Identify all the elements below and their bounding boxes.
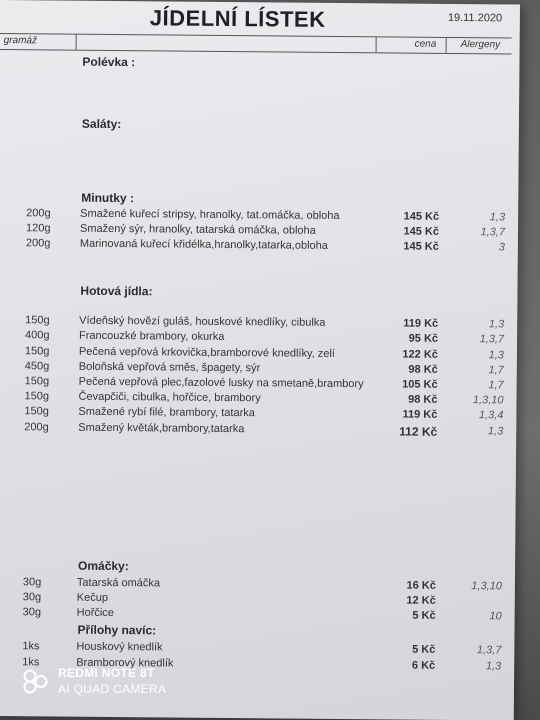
- item-price: 6 Kč: [411, 659, 436, 672]
- menu-date: 19.11.2020: [447, 11, 503, 25]
- column-divider: [76, 35, 77, 50]
- item-weight: 30g: [22, 591, 42, 604]
- item-name: Tatarská omáčka: [76, 576, 161, 590]
- item-allergens: 1,3: [488, 318, 505, 331]
- item-price: 119 Kč: [403, 317, 439, 330]
- item-name: Houskový knedlík: [76, 640, 163, 654]
- item-weight: 200g: [26, 207, 51, 220]
- item-price: 16 Kč: [406, 579, 436, 592]
- item-price: 145 Kč: [403, 225, 440, 238]
- item-weight: 120g: [25, 222, 51, 235]
- column-divider: [446, 38, 447, 53]
- item-allergens: 1,7: [488, 379, 504, 392]
- section-sauces: Omáčky:: [78, 558, 129, 574]
- item-weight: 400g: [25, 329, 50, 342]
- item-price: 12 Kč: [406, 594, 436, 607]
- item-weight: 1ks: [22, 656, 40, 669]
- item-price: 105 Kč: [402, 378, 438, 391]
- item-allergens: 1,3: [487, 425, 504, 438]
- item-name: Smažený květák,brambory,tatarka: [78, 421, 245, 436]
- item-weight: 150g: [24, 375, 50, 388]
- section-soups: Polévka :: [82, 54, 136, 70]
- item-allergens: 1,3,7: [480, 226, 506, 239]
- item-allergens: 1,3,4: [478, 409, 504, 422]
- item-price: 5 Kč: [412, 609, 436, 622]
- column-weight-label: gramáž: [3, 35, 38, 47]
- item-weight: 150g: [24, 390, 50, 403]
- section-sides: Přílohy navíc:: [77, 622, 157, 638]
- item-name: Bramborový knedlík: [76, 656, 174, 670]
- item-name: Smažené kuřecí stripsy, hranolky, tat.omáčka, obloha: [80, 207, 340, 222]
- item-price: 119 Kč: [402, 408, 438, 421]
- section-hot-meals: Hotová jídla:: [80, 283, 153, 299]
- item-price: 145 Kč: [403, 210, 440, 223]
- item-name: Pečená vepřová krkovička,bramborové knedlíky, zelí: [78, 345, 335, 360]
- watermark-model: REDMI NOTE 8T: [58, 666, 155, 680]
- item-allergens: 1,3,10: [472, 394, 504, 407]
- section-minutky: Minutky :: [81, 190, 135, 206]
- item-name: Boloňská vepřová směs, špagety, sýr: [78, 360, 261, 375]
- item-weight: 30g: [22, 606, 42, 619]
- item-name: Francouzké brambory, okurka: [79, 329, 225, 343]
- item-weight: 200g: [24, 421, 49, 434]
- item-weight: 150g: [24, 345, 50, 358]
- item-weight: 30g: [22, 576, 42, 589]
- column-price-label: cena: [414, 38, 437, 50]
- column-divider: [376, 37, 377, 52]
- column-header-bar: [0, 33, 512, 54]
- item-weight: 1ks: [22, 640, 40, 653]
- item-weight: 150g: [24, 405, 49, 418]
- item-price: 112 Kč: [399, 424, 438, 439]
- item-allergens: 3: [498, 241, 505, 254]
- menu-item: [0, 421, 511, 439]
- page-title: JÍDELNÍ LÍSTEK: [149, 5, 326, 32]
- menu-item: [0, 640, 509, 658]
- item-name: Vídeňský hovězí guláš, houskové knedlíky, cibulka: [79, 314, 326, 329]
- item-name: Pečená vepřová plec,fazolové lusky na smetaně,brambory: [78, 375, 364, 391]
- item-price: 98 Kč: [408, 363, 438, 376]
- item-price: 95 Kč: [408, 332, 439, 345]
- column-allergens-label: Alergeny: [460, 39, 501, 51]
- item-name: Hořčice: [76, 606, 115, 620]
- item-weight: 450g: [24, 360, 50, 373]
- item-allergens: 1,3: [488, 349, 504, 362]
- item-name: Kečup: [76, 591, 109, 604]
- item-allergens: 1,3,7: [479, 333, 505, 346]
- item-name: Smažený sýr, hranolky, tatarská omáčka, obloha: [79, 222, 316, 237]
- item-allergens: 1,3,10: [471, 580, 502, 593]
- item-allergens: 1,3: [489, 211, 506, 224]
- item-weight: 200g: [25, 237, 51, 250]
- dual-circle-camera-icon: [22, 668, 48, 694]
- item-allergens: 1,3,7: [476, 644, 502, 657]
- item-name: Smažené rybí filé, brambory, tatarka: [78, 405, 255, 420]
- item-name: Marinovaná kuřecí křidélka,hranolky,tatarka,obloha: [79, 237, 328, 252]
- item-allergens: 10: [489, 610, 502, 623]
- item-name: Čevapčiči, cibulka, hořčice, brambory: [78, 390, 261, 405]
- item-price: 5 Kč: [412, 643, 436, 656]
- section-salads: Saláty:: [81, 116, 122, 132]
- item-allergens: 1,3: [485, 660, 502, 673]
- item-allergens: 1,7: [488, 364, 504, 377]
- item-price: 145 Kč: [403, 240, 439, 253]
- watermark-camera: AI QUAD CAMERA: [58, 682, 167, 696]
- item-weight: 150g: [25, 314, 50, 327]
- item-price: 98 Kč: [408, 393, 438, 406]
- item-price: 122 Kč: [402, 348, 438, 361]
